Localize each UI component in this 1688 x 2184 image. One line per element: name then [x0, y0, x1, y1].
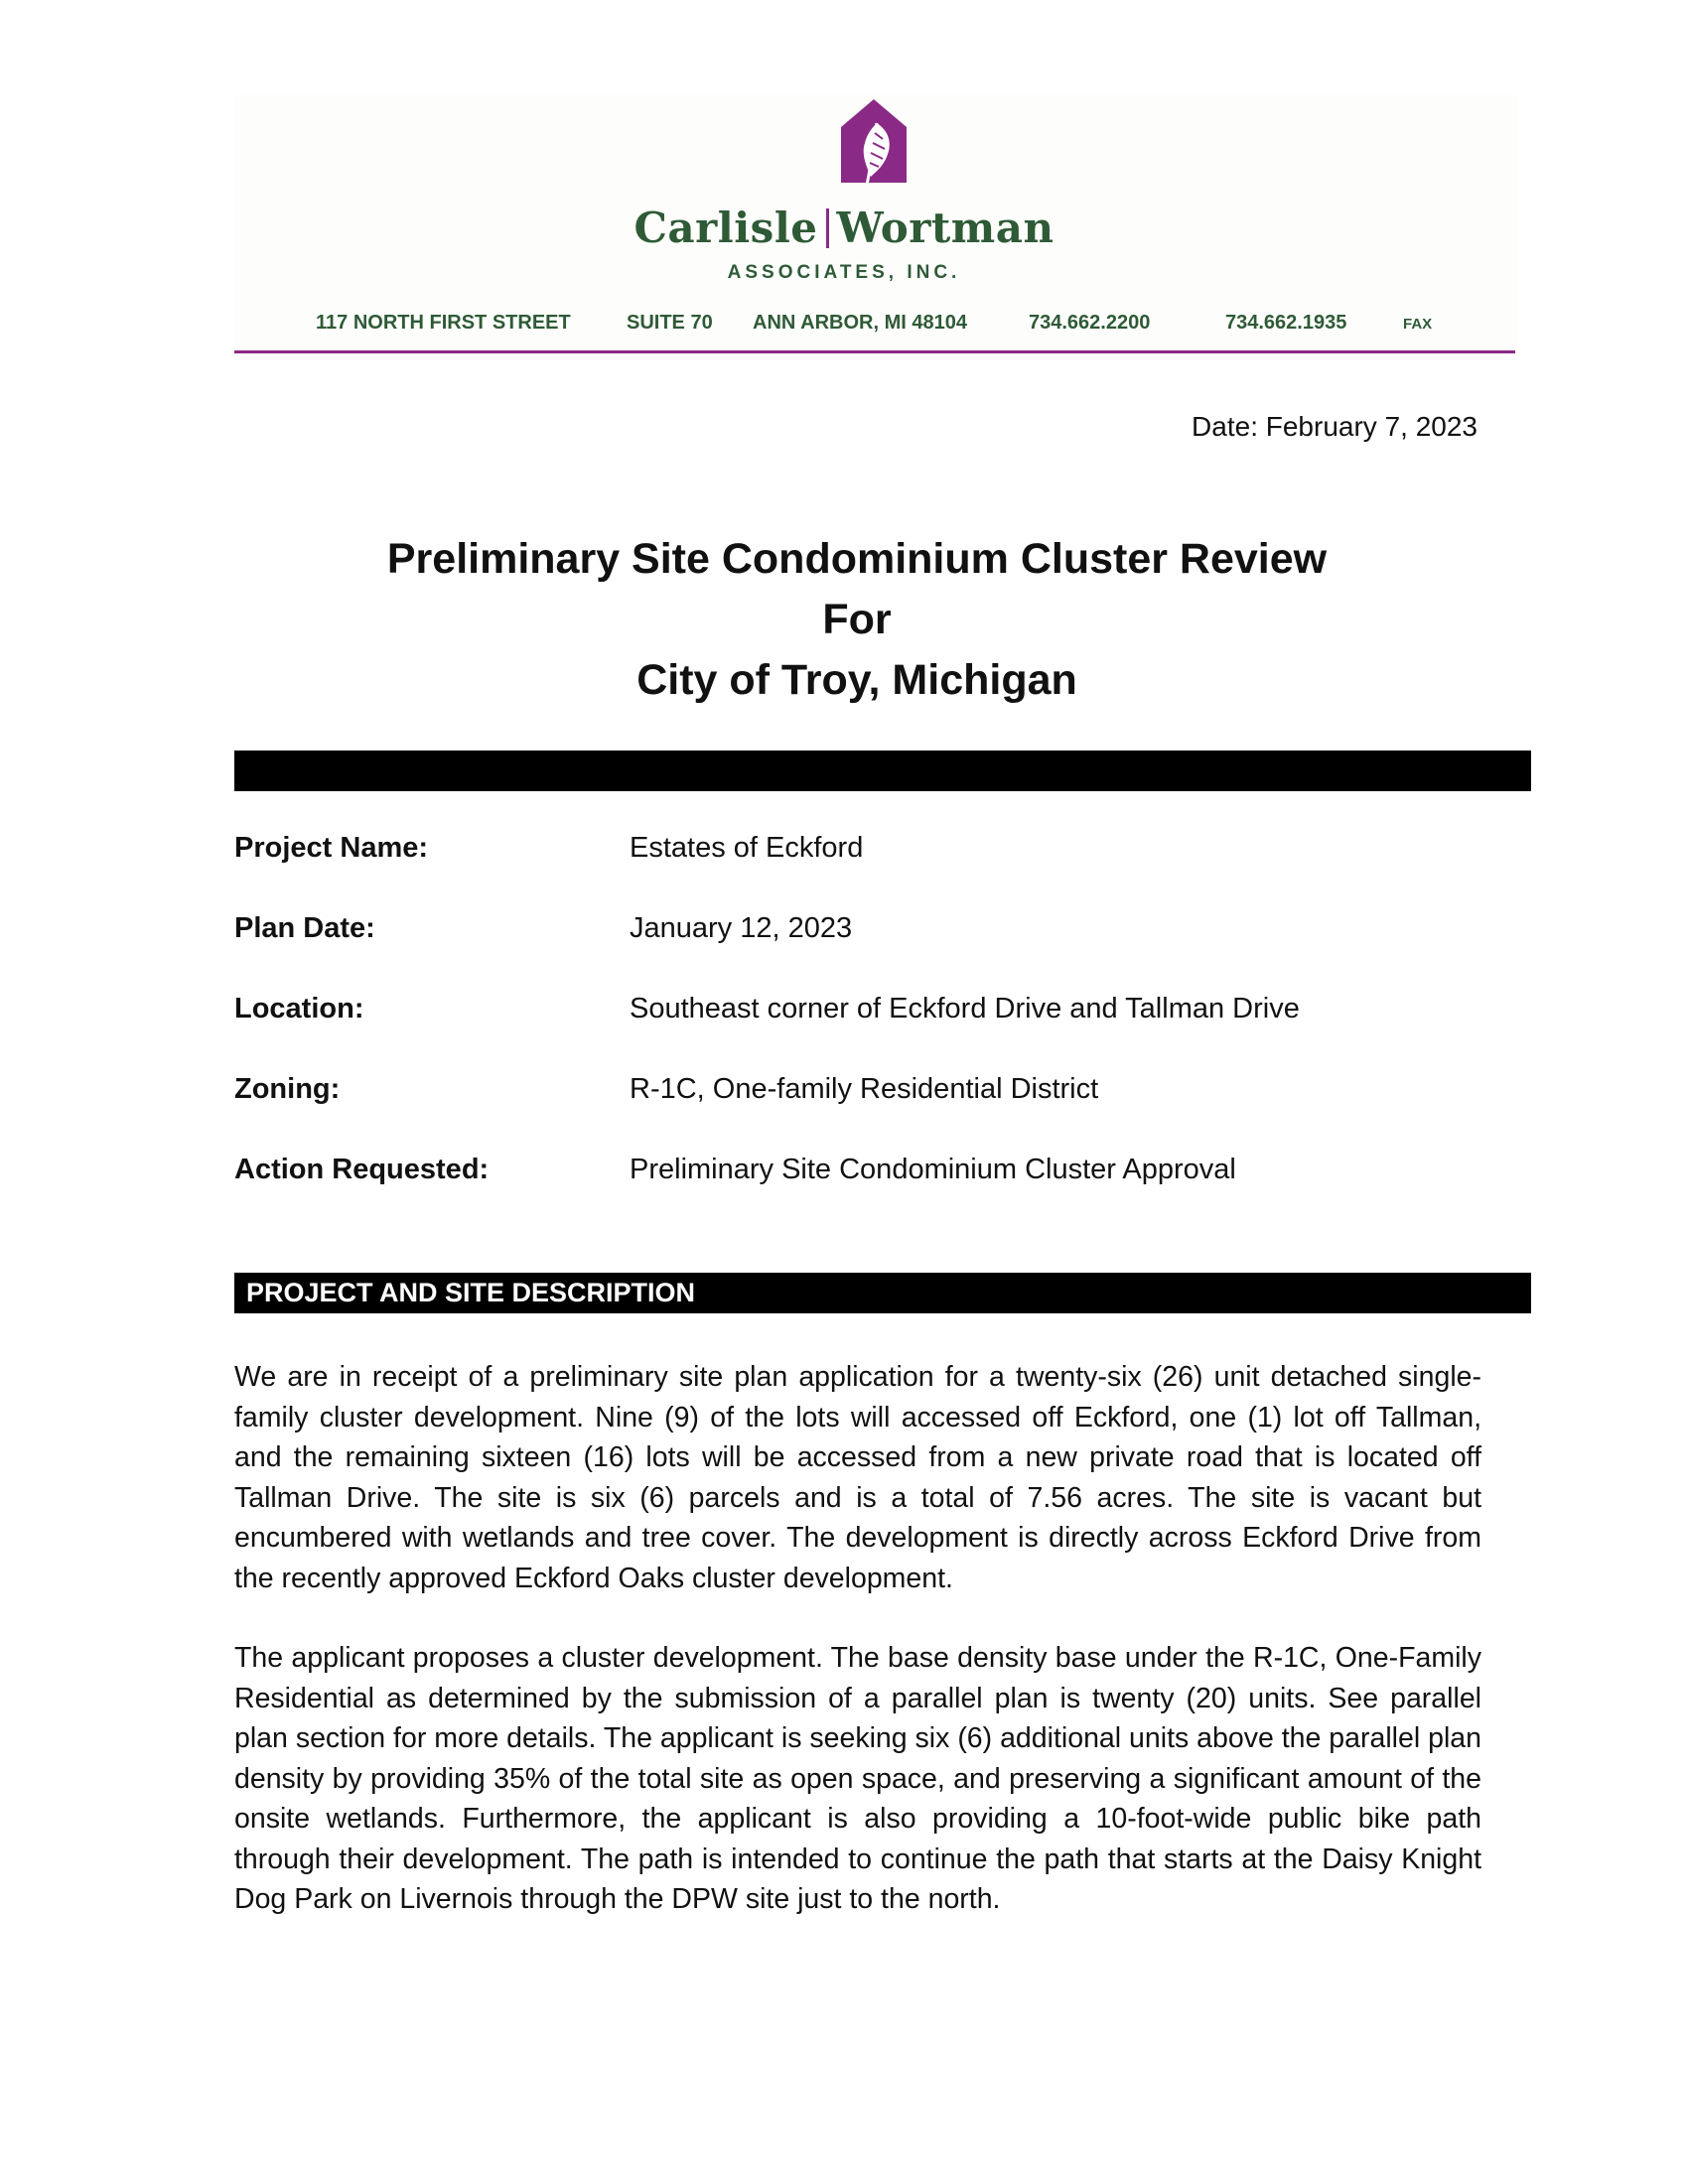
field-label: Zoning:: [234, 1073, 341, 1105]
field-value: Estates of Eckford: [630, 832, 864, 864]
address-fax-label: FAX: [1403, 316, 1433, 333]
title-divider-bar: [234, 751, 1531, 791]
address-phone: 734.662.2200: [1029, 312, 1151, 334]
field-value: Preliminary Site Condominium Cluster Approval: [630, 1154, 1236, 1185]
brand-separator: [826, 208, 829, 248]
address-city: ANN ARBOR, MI 48104: [753, 312, 967, 334]
title-line-2: For: [822, 596, 892, 643]
paragraph-2: The applicant proposes a cluster development. The base density base under the R-1C, One-Family Residential as determined by the submission of a parallel plan is twenty (20) units. See parallel plan section for more details. The applicant is seeking six (6) additional units above the parallel plan density by providing 35% of the total site as open space, and preserving a significant amount of the onsite wetlands. Furthermore, the applicant is also providing a 10-foot-wide public bike path through their development. The path is intended to continue the path that starts at the Daisy Knight Dog Park on Livernois through the DPW site just to the north.: [234, 1642, 1481, 1915]
document-title: [0, 529, 1688, 711]
document-date: Date: February 7, 2023: [1192, 411, 1477, 442]
field-label: Project Name:: [234, 832, 429, 864]
address-suite: SUITE 70: [627, 312, 713, 334]
address-fax-number: 734.662.1935: [1225, 312, 1347, 334]
field-label: Plan Date:: [234, 912, 375, 944]
house-leaf-icon: [837, 97, 911, 189]
section-heading: PROJECT AND SITE DESCRIPTION: [234, 1273, 1531, 1313]
brand-name-left: Carlisle: [633, 204, 818, 252]
brand-name: [0, 204, 1688, 252]
paragraph-1: We are in receipt of a preliminary site plan application for a twenty-six (26) unit detached single-family cluster development. Nine (9) of the lots will accessed off Eckford, one (1) lot off Tallman, and the remaining sixteen (16) lots will be accessed from a new private road that is located off Tallman Drive. The site is six (6) parcels and is a total of 7.56 acres. The site is vacant but encumbered with wetlands and tree cover. The development is directly across Eckford Drive from the recently approved Eckford Oaks cluster development.: [234, 1361, 1481, 1594]
field-label: Action Requested:: [234, 1154, 490, 1185]
field-value: January 12, 2023: [630, 912, 853, 944]
field-label: Location:: [234, 993, 364, 1024]
header-divider: [234, 350, 1515, 353]
title-line-3: City of Troy, Michigan: [636, 656, 1077, 704]
brand-name-right: Wortman: [836, 204, 1055, 252]
brand-subtitle: ASSOCIATES, INC.: [727, 262, 961, 283]
field-value: Southeast corner of Eckford Drive and Tallman Drive: [630, 993, 1300, 1024]
field-value: R-1C, One-family Residential District: [630, 1073, 1099, 1105]
title-line-1: Preliminary Site Condominium Cluster Review: [386, 535, 1328, 583]
address-street: 117 NORTH FIRST STREET: [316, 312, 571, 334]
